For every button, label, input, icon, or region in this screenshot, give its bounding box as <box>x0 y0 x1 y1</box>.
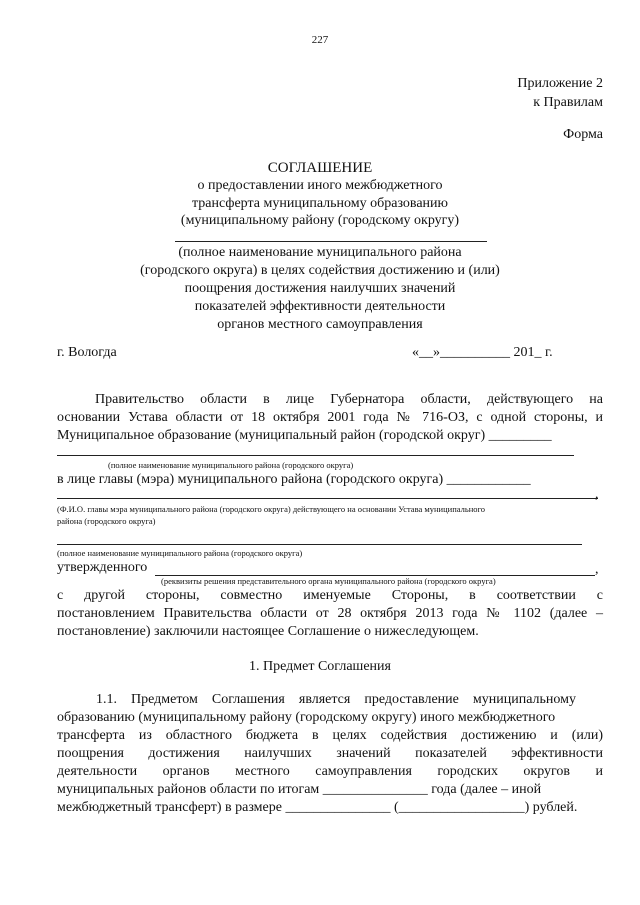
name-blank-line <box>175 241 487 242</box>
clause-line-6: муниципальных районов области по итогам _______________ года (далее – иной <box>57 782 542 797</box>
subtitle-line-4: показателей эффективности деятельности <box>194 299 446 314</box>
date: «__»__________ 201_ г. <box>412 345 553 360</box>
caption-decision: (реквизиты решения представительного органа муниципального района (городского округа) <box>161 576 496 586</box>
title-line-1: о предоставлении иного межбюджетного <box>197 178 443 193</box>
section-heading: 1. Предмет Соглашения <box>249 659 391 674</box>
appendix-rules: к Правилам <box>533 95 603 110</box>
clause-line-7: межбюджетный трансферт) в размере _______________ (__________________) рублей. <box>57 800 578 815</box>
caption-head-fio: (Ф.И.О. главы мэра муниципального района (городского округа) действующего на основании Устава муниципального <box>57 504 486 514</box>
approved-label: утвержденного <box>57 560 148 575</box>
parties-line-2: постановлением Правительства области от 28 октября 2013 года № 1102 (далее – <box>57 606 603 621</box>
place: г. Вологда <box>57 345 117 360</box>
document-heading: СОГЛАШЕНИЕ <box>267 160 373 176</box>
subtitle-line-5: органов местного самоуправления <box>217 317 423 332</box>
parties-line-3: постановление) заключили настоящее Соглашение о нижеследующем. <box>57 624 479 639</box>
caption-head-fio-cont: района (городского округа) <box>57 516 156 526</box>
caption-charter: (полное наименование муниципального района (городского округа) <box>57 548 303 558</box>
appendix-number: Приложение 2 <box>517 76 603 91</box>
intro-line-3: Муниципальное образование (муниципальный район (городской округ) _________ <box>57 428 552 443</box>
page-number: 227 <box>311 34 329 46</box>
comma-2: , <box>595 562 599 577</box>
title-line-2: трансферта муниципальному образованию <box>192 196 448 211</box>
clause-line-2: образованию (муниципальному району (городскому округу) иного межбюджетного <box>57 710 556 725</box>
form-label: Форма <box>563 127 603 142</box>
title-line-3: (муниципальному району (городскому округу) <box>180 213 460 228</box>
clause-line-1: 1.1. Предметом Соглашения является предоставление муниципальному <box>96 692 576 707</box>
head-name-blank <box>57 498 598 499</box>
municipality-name-blank <box>57 455 574 456</box>
clause-line-3: трансферта из областного бюджета в целях содействия достижению и (или) <box>57 728 603 743</box>
parties-line-1: с другой стороны, совместно именуемые Стороны, в соответствии с <box>57 588 603 603</box>
clause-line-4: поощрения достижения наилучших значений показателей эффективности <box>57 746 603 761</box>
comma-1: , <box>595 487 599 502</box>
clause-line-5: деятельности органов местного самоуправления городских округов и <box>57 764 603 779</box>
subtitle-line-3: поощрения достижения наилучших значений <box>184 281 456 296</box>
subtitle-line-1: (полное наименование муниципального района <box>178 245 462 260</box>
charter-name-blank <box>57 544 582 545</box>
intro-line-1: Правительство области в лице Губернатора области, действующего на <box>95 392 603 407</box>
caption-municipality-name: (полное наименование муниципального района (городского округа) <box>108 460 354 470</box>
head-line: в лице главы (мэра) муниципального района (городского округа) ____________ <box>57 472 531 487</box>
intro-line-2: основании Устава области от 18 октября 2001 года № 716-ОЗ, с одной стороны, и <box>57 410 603 425</box>
subtitle-line-2: (городского округа) в целях содействия достижению и (или) <box>140 263 500 278</box>
